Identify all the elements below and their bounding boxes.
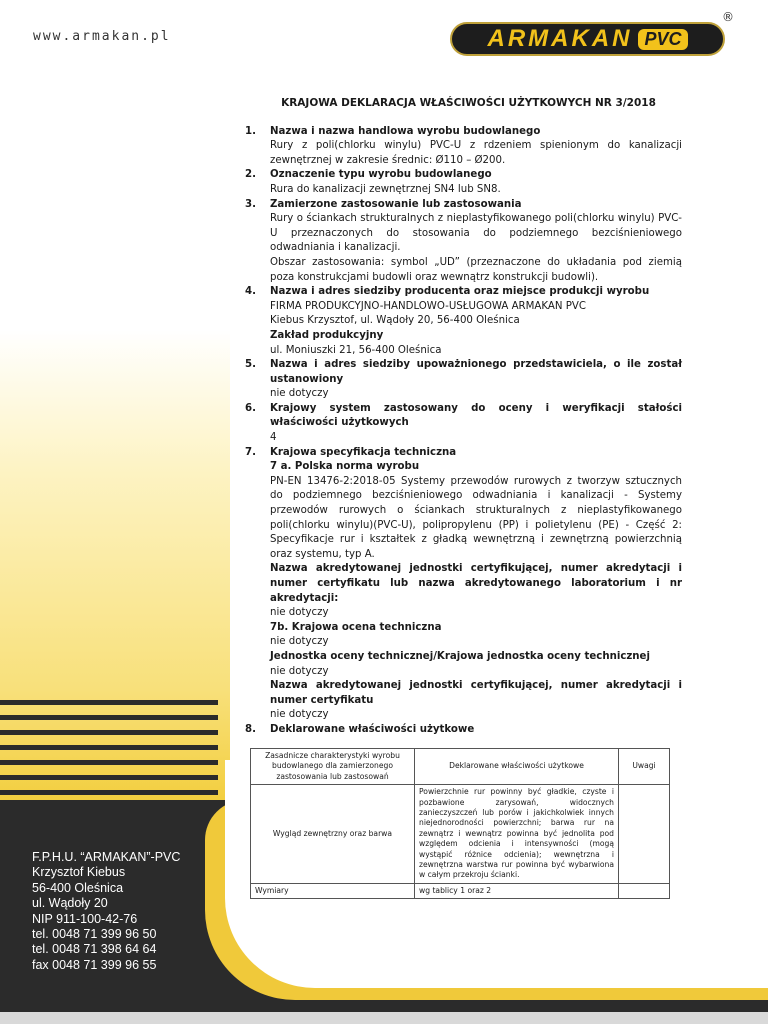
section-number: 7. <box>245 446 256 458</box>
table-cell: Wygląd zewnętrzny oraz barwa <box>251 785 415 884</box>
section-text: Rury z poli(chlorku winylu) PVC-U z rdzeniem spienionym do kanalizacji zewnętrznej w zakresie średnic: Ø110 – Ø200. <box>270 140 682 166</box>
table-cell: Wymiary <box>251 883 415 898</box>
company-fax: fax 0048 71 399 96 55 <box>32 957 157 972</box>
section-number: 4. <box>245 286 256 298</box>
table-row <box>251 883 670 898</box>
section-text: nie dotyczy <box>270 388 329 400</box>
section-4 <box>245 285 682 358</box>
production-plant-label: Zakład produkcyjny <box>270 329 384 341</box>
certification-body-label: Nazwa akredytowanej jednostki certyfikującej, numer akredytacji i numer certyfikatu lub nazwa akredytowanego laboratorium i nr akredytacji: <box>270 563 682 604</box>
table-header-cell: Uwagi <box>619 749 670 785</box>
table-cell <box>619 785 670 884</box>
section-number: 8. <box>245 723 256 735</box>
section-number: 2. <box>245 169 256 181</box>
assessment-unit-label: Jednostka oceny technicznej/Krajowa jednostka oceny technicznej <box>270 650 650 662</box>
table-header-row <box>251 749 670 785</box>
section-3 <box>245 198 682 286</box>
logo-brand-text: ARMAKAN <box>487 25 633 52</box>
properties-table <box>250 748 670 899</box>
section-heading: Zamierzone zastosowanie lub zastosowania <box>270 198 522 210</box>
section-5 <box>245 358 682 402</box>
bottom-bar <box>0 1012 768 1024</box>
certification-body-2-value: nie dotyczy <box>270 709 329 721</box>
section-heading: Nazwa i nazwa handlowa wyrobu budowlanego <box>270 125 541 137</box>
company-street: ul. Wądoły 20 <box>32 896 108 911</box>
assessment-unit-value: nie dotyczy <box>270 665 329 677</box>
document-title: KRAJOWA DEKLARACJA WŁAŚCIWOŚCI UŻYTKOWYCH NR 3/2018 <box>281 97 656 109</box>
section-heading: Krajowa specyfikacja techniczna <box>270 446 457 458</box>
section-2 <box>245 168 682 197</box>
section-text: 4 <box>270 432 277 444</box>
polish-standard-text: PN-EN 13476-2:2018-05 Systemy przewodów rurowych z tworzyw sztucznych do podziemnego bezciśnieniowego odwadniania i kanalizacji - Systemy przewodów rurowych o ściankach strukturalnych z nieplastyfikowanego poli(chlorku winylu)(PVC-U), polipropylenu (PP) i polietylenu (PE) - Część 2: Specyfikacje rur i kształtek z gładką wewnętrzną i zewnętrzną powierzchnią oraz systemu, typ A. <box>270 475 682 560</box>
company-phone-1: tel. 0048 71 399 96 50 <box>32 927 157 942</box>
website-url: www.armakan.pl <box>33 29 171 44</box>
company-nip: NIP 911-100-42-76 <box>32 911 138 926</box>
polish-standard-label: 7 a. Polska norma wyrobu <box>270 461 420 473</box>
certification-body-value: nie dotyczy <box>270 607 329 619</box>
section-text: Rury o ściankach strukturalnych z nieplastyfikowanego poli(chlorku winylu) PVC-U przeznaczonych do stosowania do podziemnego bezciśnieniowego odwadniania i kanalizacji. <box>270 213 682 254</box>
armakan-logo <box>450 22 725 56</box>
company-name: F.P.H.U. “ARMAKAN”-PVC <box>32 850 181 864</box>
section-8 <box>245 723 682 738</box>
section-7 <box>245 446 682 723</box>
producer-address: Kiebus Krzysztof, ul. Wądoły 20, 56-400 Oleśnica <box>270 315 520 327</box>
section-heading: Deklarowane właściwości użytkowe <box>270 723 475 735</box>
table-row <box>251 785 670 884</box>
section-number: 6. <box>245 402 256 414</box>
table-header-cell: Zasadnicze charakterystyki wyrobu budowlanego dla zamierzonego zastosowania lub zastosowań <box>251 749 415 785</box>
section-number: 5. <box>245 359 256 371</box>
producer-name: FIRMA PRODUKCYJNO-HANDLOWO-USŁUGOWA ARMAKAN PVC <box>270 300 586 312</box>
table-header-cell: Deklarowane właściwości użytkowe <box>415 749 619 785</box>
section-1 <box>245 125 682 169</box>
table-cell <box>619 883 670 898</box>
table-cell: wg tablicy 1 oraz 2 <box>415 883 619 898</box>
section-heading: Nazwa i adres siedziby upoważnionego przedstawiciela, o ile został ustanowiony <box>270 359 682 385</box>
section-heading: Krajowy system zastosowany do oceny i weryfikacji stałości właściwości użytkowych <box>270 402 682 429</box>
section-number: 1. <box>245 125 256 137</box>
section-text-application-area: Obszar zastosowania: symbol „UD” (przeznaczone do układania pod ziemią poza konstrukcjami budowli oraz wewnątrz konstrukcji budowli). <box>270 256 682 283</box>
company-phone-2: tel. 0048 71 398 64 64 <box>32 942 157 957</box>
section-6 <box>245 402 682 446</box>
certification-body-2-label: Nazwa akredytowanej jednostki certyfikującej, numer akredytacji i numer certyfikatu <box>270 680 682 706</box>
section-heading: Nazwa i adres siedziby producenta oraz miejsce produkcji wyrobu <box>270 286 650 298</box>
logo-pvc-text: PVC <box>638 29 687 50</box>
section-heading: Oznaczenie typu wyrobu budowlanego <box>270 169 492 181</box>
technical-assessment-label: 7b. Krajowa ocena techniczna <box>270 621 442 633</box>
table-cell: Powierzchnie rur powinny być gładkie, czyste i pozbawione zarysowań, widocznych zanieczyszczeń lub porów i jakichkolwiek innych niejednorodności powierzchni; barwa rur na zewnątrz i wewnątrz powinna być jednolita pod względem odcienia i intensywności (mogą wystąpić różnice odcienia); wewnętrzna i zewnętrzna warstwa rur powinna być wybarwiona w całym przekroju ścianki. <box>415 785 619 884</box>
company-city: 56-400 Oleśnica <box>32 880 124 895</box>
registered-mark: ® <box>722 10 734 24</box>
company-owner: Krzysztof Kiebus <box>32 865 126 880</box>
section-number: 3. <box>245 198 256 210</box>
production-plant-address: ul. Moniuszki 21, 56-400 Oleśnica <box>270 344 442 356</box>
company-contact-block <box>32 850 180 973</box>
section-text: Rura do kanalizacji zewnętrznej SN4 lub SN8. <box>270 183 501 195</box>
technical-assessment-value: nie dotyczy <box>270 636 329 648</box>
declaration-content <box>245 96 682 738</box>
